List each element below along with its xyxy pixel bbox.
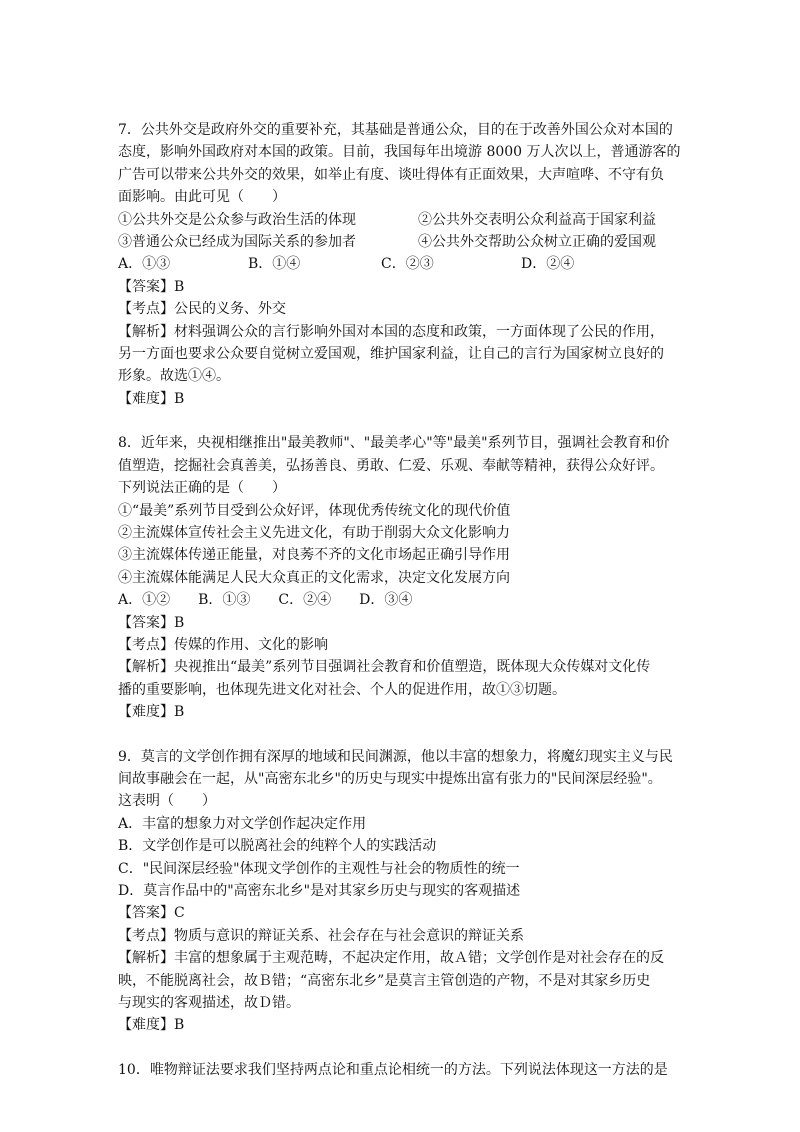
answer-label: 【答案】B <box>118 278 185 295</box>
statement-row <box>118 209 688 231</box>
statement-item: ②主流媒体宣传社会主义先进文化，有助于削弱大众文化影响力 <box>118 524 510 541</box>
spacer <box>118 1037 688 1059</box>
topic-label: 【考点】传媒的作用、文化的影响 <box>118 636 328 653</box>
answer-options: A．①② B．①③ C．②④ D．③④ <box>118 592 413 609</box>
question-stem-line: 8．近年来，央视相继推出"最美教师"、"最美孝心"等"最美"系列节目，强调社会教育和价 <box>118 435 670 452</box>
spacer <box>118 724 688 746</box>
question-8 <box>118 432 688 723</box>
question-stem-line: 广告可以带来公共外交的效果，如举止有度、谈吐得体有正面效果，大声喧哗、不守有负 <box>118 166 664 183</box>
statement-item: ④主流媒体能满足人民大众真正的文化需求，决定文化发展方向 <box>118 569 510 586</box>
option-a: A．丰富的想象力对文学创作起决定作用 <box>118 815 367 832</box>
question-9 <box>118 746 688 1037</box>
difficulty-label: 【难度】B <box>118 704 185 721</box>
statement-item: ③普通公众已经成为国际关系的参加者 <box>118 234 356 251</box>
option-c: C．"民间深层经验"体现文学创作的主观性与社会的物质性的统一 <box>118 860 520 877</box>
difficulty-label: 【难度】B <box>118 1017 185 1034</box>
question-stem-line: 9．莫言的文学创作拥有深厚的地域和民间渊源，他以丰富的想象力，将魔幻现实主义与民 <box>118 748 673 765</box>
option-b: B．①④ <box>248 256 301 273</box>
option-d: D．②④ <box>521 256 575 273</box>
analysis-line: 映，不能脱离社会，故Ｂ错；“高密东北乡”是莫言主管创造的产物，不是对其家乡历史 <box>118 972 651 989</box>
statement-item: ③主流媒体传递正能量，对良莠不齐的文化市场起正确引导作用 <box>118 547 510 564</box>
topic-label: 【考点】公民的义务、外交 <box>118 301 286 318</box>
option-c: C．②③ <box>381 256 434 273</box>
analysis-line: 【解析】材料强调公众的言行影响外国对本国的态度和政策，一方面体现了公民的作用， <box>118 323 664 340</box>
statement-item: ①“最美”系列节目受到公众好评，体现优秀传统文化的现代价值 <box>118 502 511 519</box>
question-stem-line: 间故事融会在一起，从"高密东北乡"的历史与现实中提炼出富有张力的"民间深层经验"。 <box>118 770 662 787</box>
question-stem-line: 下列说法正确的是（ ） <box>118 480 286 497</box>
question-stem-line: 10．唯物辩证法要求我们坚持两点论和重点论相统一的方法。下列说法体现这一方法的是 <box>118 1061 668 1078</box>
spacer <box>118 410 688 432</box>
question-stem-line: 态度，影响外国政府对本国的政策。目前，我国每年出境游 8000 万人次以上，普通游客的 <box>118 144 681 161</box>
analysis-line: 与现实的客观描述，故Ｄ错。 <box>118 995 300 1012</box>
question-stem-line: 面影响。由此可见（ ） <box>118 189 286 206</box>
question-stem-line: 值塑造，挖掘社会真善美，弘扬善良、勇敢、仁爱、乐观、奉献等精神，获得公众好评。 <box>118 457 664 474</box>
statement-item: ①公共外交是公众参与政治生活的体现 <box>118 211 356 228</box>
option-d: D．莫言作品中的"高密东北乡"是对其家乡历史与现实的客观描述 <box>118 883 521 899</box>
statement-item: ④公共外交帮助公众树立正确的爱国观 <box>418 234 656 251</box>
exam-page <box>118 119 688 1081</box>
option-a: A．①③ <box>118 256 171 273</box>
question-stem-line: 这表明（ ） <box>118 793 216 810</box>
analysis-line: 另一方面也要求公众要自觉树立爱国观，维护国家利益，让自己的言行为国家树立良好的 <box>118 346 664 363</box>
analysis-line: 【解析】央视推出“最美”系列节目强调社会教育和价值塑造，既体现大众传媒对文化传 <box>118 659 651 676</box>
analysis-line: 播的重要影响，也体现先进文化对社会、个人的促进作用，故①③切题。 <box>118 681 566 698</box>
answer-options <box>118 253 688 275</box>
answer-label: 【答案】B <box>118 614 185 631</box>
question-stem-line: 7．公共外交是政府外交的重要补充，其基础是普通公众，目的在于改善外国公众对本国的 <box>118 122 673 138</box>
statement-row <box>118 231 688 253</box>
question-7 <box>118 119 688 410</box>
question-10 <box>118 1059 688 1081</box>
option-b: B．文学创作是可以脱离社会的纯粹个人的实践活动 <box>118 838 437 855</box>
analysis-line: 形象。故选①④。 <box>118 368 230 385</box>
analysis-line: 【解析】丰富的想象属于主观范畴，不起决定作用，故Ａ错；文学创作是对社会存在的反 <box>118 950 664 967</box>
topic-label: 【考点】物质与意识的辩证关系、社会存在与社会意识的辩证关系 <box>118 927 524 944</box>
difficulty-label: 【难度】B <box>118 390 185 407</box>
statement-item: ②公共外交表明公众利益高于国家利益 <box>418 211 656 228</box>
answer-label: 【答案】C <box>118 905 185 922</box>
